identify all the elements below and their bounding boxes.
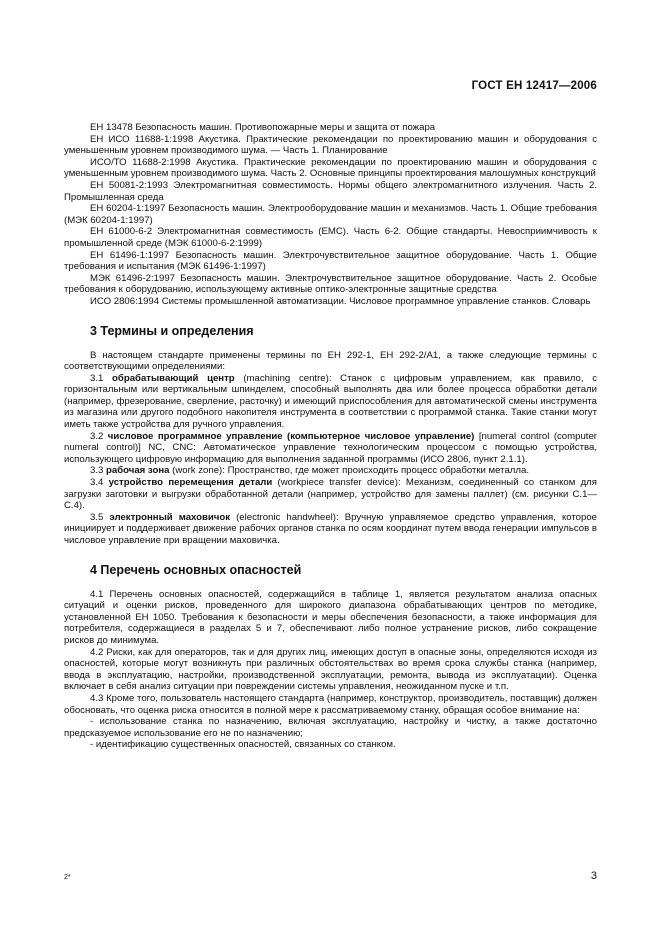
normative-references [64,122,597,308]
term-name: числовое программное управление (компьютерное числовое управление) [107,430,475,442]
section-4-paragraph: 4.3 Кроме того, пользователь настоящего стандарта (например, конструктор, производитель, поставщик) должен обосновать, что оценка риска относится в полной мере к рассматриваемому станку, обращая особое внимание на: [64,692,597,716]
term-number: 3.5 [90,511,104,523]
reference-item: МЭК 61496-2:1997 Безопасность машин. Электрочувствительное защитное оборудование. Часть 2. Особые требования к оборудованию, использующему активные оптико-электронные защитные средства [64,272,597,296]
reference-item: ЕН 60204-1:1997 Безопасность машин. Электрооборудование машин и механизмов. Часть 1. Общие требования (МЭК 60204-1:1997) [64,203,597,226]
term-name: рабочая зона [106,465,170,477]
term-number: 3.4 [90,477,104,489]
term-number: 3.2 [90,430,104,442]
page-content [64,122,597,751]
document-header: ГОСТ ЕН 12417—2006 [471,80,597,92]
section-4-paragraph: 4.2 Риски, как для операторов, так и для других лиц, имеющих доступ в опасные зоны, определяются исходя из опасностей, которые могут возникнуть при различных обстоятельствах во время срока службы станка (например, ввода в эксплуатацию, настройки, производственной эксплуатации, ремонта, вывода из эксплуатации). Оценка включает в себя анализ ситуации при повреждении системы управления, неожиданном пуске и т.п. [64,646,597,693]
term-text: (machining centre): Станок с цифровым управлением, как правило, с горизонтальным или вертикальным шпинделем, способный выполнять два или более процесса обработки детали (например, фрезерование, сверление, расточку) и имеющий приспособления для автоматической смены инструмента из магазина или другого подобного накопителя инструмента в соответствии с программой станка. Такие станки могут иметь также устройства для ручного управления. [64,372,598,431]
term-definition [64,512,597,547]
section-4-list-item: - идентификацию существенных опасностей, связанных со станком. [90,739,396,751]
term-definition [64,373,597,431]
reference-item: ЕН 61496-1:1997 Безопасность машин. Электрочувствительное защитное оборудование. Часть 1. Общие требования и испытания (МЭК 61496-1:1997) [64,249,597,273]
term-number: 3.1 [90,372,104,384]
page-number: 3 [590,870,597,882]
section-4-heading: 4 Перечень основных опасностей [90,562,302,577]
term-text: (work zone): Пространство, где может происходить процесс обработки металла. [169,465,529,477]
term-name: электронный маховичок [109,511,231,523]
reference-item: ЕН ИСО 11688-1:1998 Акустика. Практические рекомендации по проектированию машин и оборудования с уменьшенным уровнем производимого шума. — Часть 1. Планирование [64,133,597,157]
section-3-intro: В настоящем стандарте применены термины по ЕН 292-1, ЕН 292-2/А1, а также следующие термины с соответствующими определениями: [64,349,597,373]
term-name: устройство перемещения детали [108,477,273,489]
section-4-list-item: - использование станка по назначению, включая эксплуатацию, настройку и чистку, а также достаточно предсказуемое использование его не по назначению; [64,716,597,739]
term-definition [64,465,597,477]
reference-item: ЕН 13478 Безопасность машин. Противопожарные меры и защита от пожара [90,122,436,133]
reference-item: ЕН 61000-6-2 Электромагнитная совместимость (ЕМС). Часть 6-2. Общие стандарты. Невосприимчивость к промышленной среде (МЭК 61000-6-2:1999) [64,226,597,249]
reference-item: ЕН 50081-2:1993 Электромагнитная совместимость. Нормы общего электромагнитного излучения. Часть 2. Промышленная среда [64,179,597,203]
term-number: 3.3 [90,465,104,477]
reference-item: ИСО 2806:1994 Системы промышленной автоматизации. Числовое программное управление станков. Словарь [90,295,591,307]
term-text: [numeral control (computer numeral control)] NC, CNC: Автоматическое управление технологическим процессом с помощью устройства, использующего цифровую информацию для выполнения заданной программы (ИСО 2806, пункт 2.1.1). [64,430,598,465]
term-definition [64,477,597,512]
term-text: (workpiece transfer device): Механизм, соединенный со станком для загрузки заготовки и выгрузки обработанной детали (например, устройство для замены паллет) (см. рисунки С.1—С.4). [64,477,597,512]
term-definition [64,431,597,466]
signature-mark: 2* [64,874,71,881]
reference-item: ИСО/ТО 11688-2:1998 Акустика. Практические рекомендации по проектированию машин и оборудования с уменьшенным уровнем производимого шума. Часть 2. Основные принципы проектирования малошумных конструкций [64,156,597,180]
section-3-heading: 3 Термины и определения [90,323,254,338]
term-name: обрабатывающий центр [112,372,235,384]
term-text: (electronic handwheel): Вручную управляемое средство управления, которое инициирует и поддерживает движение рабочих органов станка по осям координат путем ввода генерации импульсов в числовое управление при вращении маховичка. [64,511,597,546]
section-4-paragraph: 4.1 Перечень основных опасностей, содержащийся в таблице 1, является результатом анализа опасных ситуаций и оценки рисков, проведенного для широкого диапазона обрабатывающих центров по методике, установленной ЕН 1050. Требования к безопасности и меры обеспечения безопасности, а также информация для потребителя, содержащиеся в разделах 5 и 7, обеспечивают либо полное устранение рисков, либо сокращение рисков до минимума. [64,588,597,646]
